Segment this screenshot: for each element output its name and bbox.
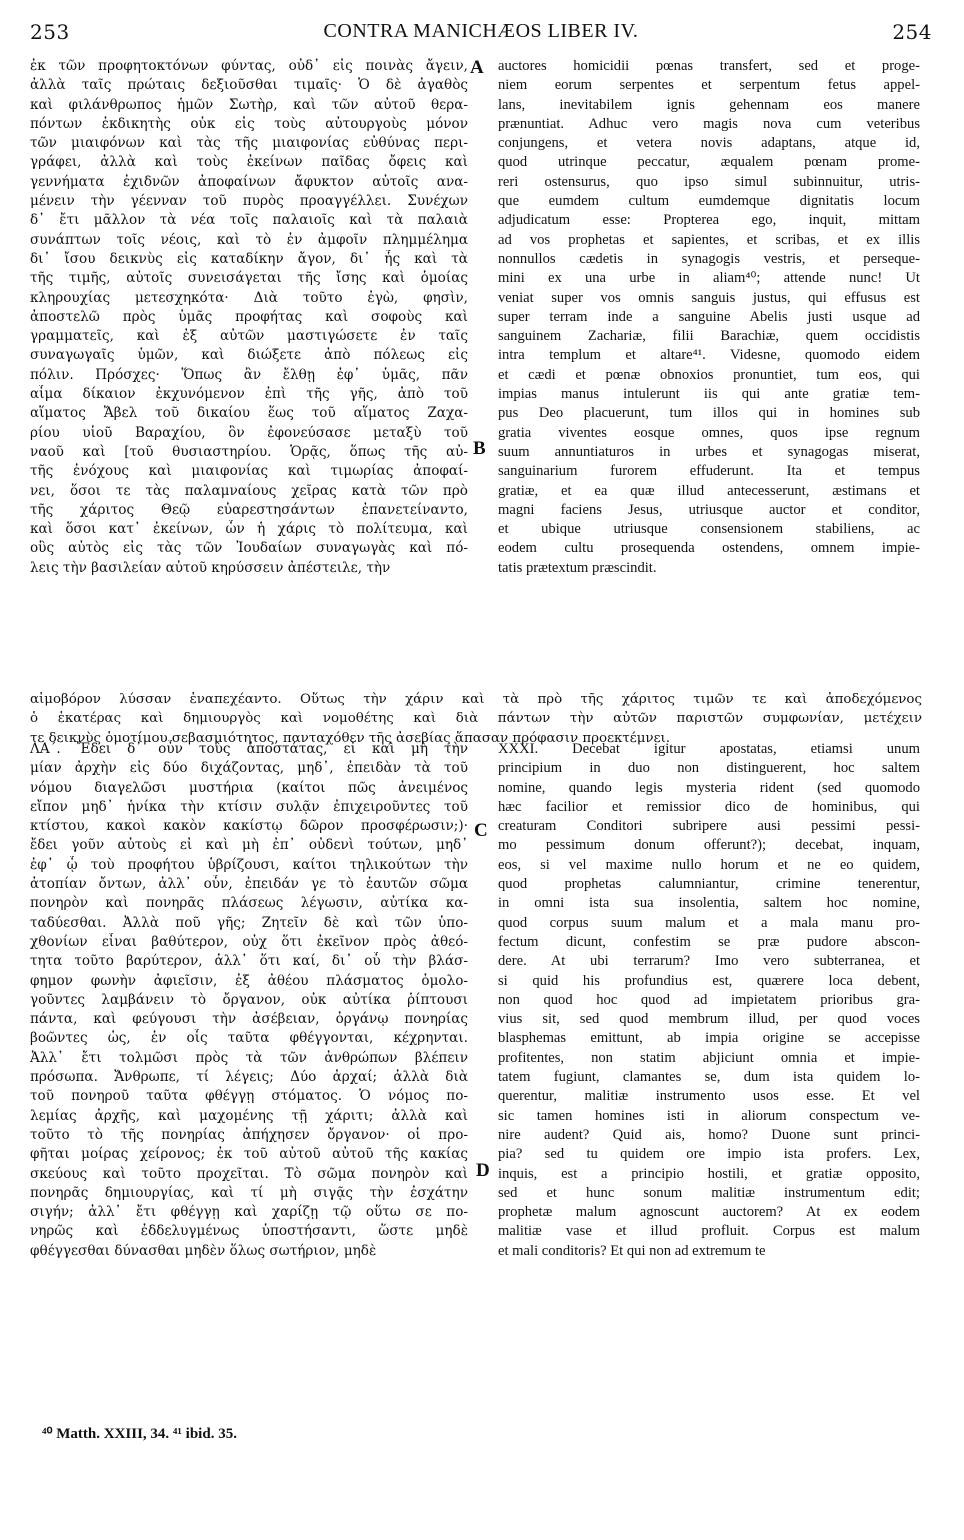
greek-text-line: καὶ φιλάνθρωπος ἡμῶν Σωτὴρ, καὶ τῶν αὐτοῦ θερα-	[30, 96, 468, 113]
latin-text-line: dere. At ubi terrarum? Imo vero subterranea, et	[498, 953, 920, 970]
greek-text-line: νει, ὅσοι τε τὰς παλαμναίους χεῖρας κατὰ τῶν πρὸ	[30, 482, 468, 499]
latin-text-line: eodem cultu prosequenda ostendens, omnem impie-	[498, 540, 920, 557]
latin-text-line: pia? sed tu quidem ore impio ista profers. Lex,	[498, 1146, 920, 1163]
latin-text-line: sed et hunc sonum malitiæ instrumentum edit;	[498, 1184, 920, 1201]
greek-text-line: ναοῦ καὶ [τοῦ θυσιαστηρίου. Ὁρᾷς, ὅπως τῆς αὐ-	[30, 443, 468, 460]
greek-text-line: αἷμα δίκαιον ἐκχυνόμενον ἐπὶ τῆς γῆς, ἀπὸ τοῦ	[30, 386, 468, 403]
latin-text-line: principium in duo non distinguerent, hoc saltem	[498, 760, 920, 777]
greek-text-line: ἐκ τῶν προφητοκτόνων φύντας, οὐδ᾽ εἰς ποινὰς ἄγειν,	[30, 58, 468, 74]
latin-text-line: sanguinarium furorem effuderunt. Ita et tempus	[498, 463, 920, 480]
latin-text-line: conjungens, et vetera novis adaptans, atque id,	[498, 135, 920, 152]
greek-text-line: ταδύεσθαι. Ἀλλὰ ποῦ γῆς; Ζητεῖν δὲ καὶ τῶν ὑπο-	[30, 914, 468, 931]
greek-text-line: δι᾽ ἴσου δεικνὺς εἰς καταδίκην ἄγον, δι᾽ ἧς καὶ τὰ	[30, 250, 468, 267]
latin-text-line: impias manus intulerunt iis qui ante gratiæ tem-	[498, 386, 920, 403]
section-marker-d: D	[476, 1160, 490, 1181]
greek-text-line: κληρουχίας μετεσχηκότα· Διὰ τοῦτο ἐγὼ, φησὶν,	[30, 289, 468, 306]
latin-text-line: ad vos prophetas et sapientes, et scribas, et ex illis	[498, 231, 920, 248]
greek-text-line: εἴπον μηδ᾽ ἡνίκα τὴν κτίσιν συλᾷν ἐπιχειροῦντες τοῦ	[30, 798, 468, 815]
latin-text-line: suum annuntiaturos in urbes et synagogas miserat,	[498, 443, 920, 460]
latin-text-line: XXXI. Decebat igitur apostatas, etiamsi unum	[498, 741, 920, 757]
greek-text-line: δ᾽ ἔτι μᾶλλον τὰ νέα τοῖς παλαιοῖς καὶ τὰ παλαιὰ	[30, 212, 468, 229]
latin-text-line: prophetæ malum agnoscunt auctorem? At ex eodem	[498, 1204, 920, 1221]
latin-text-line: gratiæ, et ea quæ illud antecesserunt, æstimans et	[498, 482, 920, 499]
latin-text-line: tatem fugiunt, clamantes se, dum ista quidem lo-	[498, 1069, 920, 1086]
latin-text-line: profitentes, non statim abjiciunt omnia et impie-	[498, 1049, 920, 1066]
latin-text-line: inquis, est a principio hostili, et gratiæ opposito,	[498, 1165, 920, 1182]
greek-text-line: καὶ ὅσοι κατ᾽ ἐκείνων, ὧν ἡ χάρις τὸ πολίτευμα, καὶ	[30, 521, 468, 538]
latin-text-line: auctores homicidii pœnas transfert, sed et proge-	[498, 58, 920, 74]
greek-text-line: φθέγγεσθαι δύνασθαι μηδὲν ὅλως σωτήριον, μηδὲ	[30, 1242, 377, 1259]
latin-text-line: et ubique utriusque consensionem stabiliens, ac	[498, 521, 920, 538]
latin-text-line: nonnullos cædetis in synagogis vestris, et perseque-	[498, 250, 920, 267]
greek-text-line: γραμματεῖς, καὶ ἐξ αὐτῶν μαστιγώσετε ἐν ταῖς	[30, 328, 468, 345]
greek-text-line: φῆται μοίρας χείρονος; ἐκ τοῦ αὐτοῦ αὐτοῦ τῆς κακίας	[30, 1146, 468, 1163]
latin-text-line: quod utrinque peccatur, æqualem pœnam prome-	[498, 154, 920, 171]
greek-text-line: κτίστου, κακοὶ κακὸν κακίστῳ δῶρον προσφέρωσιν;)·	[30, 818, 468, 835]
latin-text-line: niem eorum serpentes et serpentum fetus appel-	[498, 77, 920, 94]
page-header	[30, 20, 932, 50]
latin-text-line: malitiæ vase et illud profluit. Corpus est malum	[498, 1223, 920, 1240]
latin-text-line: hæc facilior et remissior dico de hominibus, qui	[498, 798, 920, 815]
greek-text-line: πρόσωπα. Ἄνθρωπε, τί λέγεις; Δύο ἀρχαί; ἀλλὰ διὰ	[30, 1069, 468, 1086]
latin-text-line: et cædi et pœnæ obnoxios pronuntiet, tum eos, qui	[498, 366, 920, 383]
latin-text-line: magni faciens Jesus, utriusque auctor et conditor,	[498, 501, 920, 518]
latin-text-line: gratia viventes eosque omnes, quos ipse regnum	[498, 424, 920, 441]
greek-text-line: Ἀλλ᾽ ἔτι τολμῶσι πρὸς τὰ τῶν ἀνθρώπων βλέπειν	[30, 1049, 468, 1066]
latin-text-line: quod prophetas calumniantur, crimine tenerentur,	[498, 876, 920, 893]
latin-text-line: eos, si vel maxime nullo horum et ne eo quidem,	[498, 856, 920, 873]
page-number-right: 254	[892, 20, 932, 44]
greek-column-bottom	[30, 740, 468, 1261]
latin-text-line: intra templum et altare⁴¹. Videsne, quomodo eidem	[498, 347, 920, 364]
greek-text-line: ἀλλὰ ταῖς πρώταις δεξιοῦσθαι τιμαῖς· Ὁ δὲ ἀγαθὸς	[30, 77, 468, 94]
latin-text-line: creaturam Conditori subripere ausi pessimi pessi-	[498, 818, 920, 835]
latin-text-line: veniat super vos omnis sanguis justus, qui effusus est	[498, 289, 920, 306]
greek-text-line: λεμίας ἀρχῆς, καὶ μαχομένης τῇ χάριτι; ἀλλὰ καὶ	[30, 1107, 468, 1124]
greek-text-line: ΛΑ΄. Ἔδει δ᾽ οὖν τοὺς ἀποστάτας, εἰ καὶ μὴ τὴν	[30, 741, 468, 757]
greek-text-line: λεις τὴν βασιλείαν αὐτοῦ κηρύσσειν ἀπέστειλε, τὴν	[30, 559, 391, 576]
greek-text-line: ἀποστελῶ πρὸς ὑμᾶς προφήτας καὶ σοφοὺς καὶ	[30, 308, 468, 325]
latin-text-line: sic tamen homines isti in aliorum conspectum ve-	[498, 1107, 920, 1124]
greek-text-line: πόντων ἐκδικητὴς οὐκ εἰς τοὺς αὐτουργοὺς μόνον	[30, 115, 468, 132]
greek-text-line: βοῶντες ὡς, ἐν οἷς ταῦτα φθέγγονται, κέχρηνται.	[30, 1030, 468, 1047]
greek-column-top	[30, 57, 468, 578]
greek-text-line: πονηρᾶς δημιουργίας, καὶ τί μὴ σιγᾷς τὴν ἐσχάτην	[30, 1184, 468, 1201]
latin-text-line: in omni ista sua insolentia, saltem hoc nomine,	[498, 895, 920, 912]
greek-text-line: ρίου υἱοῦ Βαραχίου, ὃν ἐφονεύσασε μεταξὺ τοῦ	[30, 424, 468, 441]
latin-text-line: querentur, malitiæ instrumento usos esse. Et vel	[498, 1088, 920, 1105]
greek-text-line: τῶν μιαιφόνων καὶ τὰς τῆς μιαιφονίας εὐθύνας περι-	[30, 135, 468, 152]
greek-text-line: τῆς ἐνόχους καὶ μιαιφονίας καὶ τιμωρίας ἀποφαί-	[30, 463, 468, 480]
greek-text-line: ἔδει γοῦν αὐτοὺς εἰ καὶ μὴ ἐπ᾽ οὐδενὶ τούτων, μηδ᾽	[30, 837, 468, 854]
greek-text-line: νηρῶς καὶ ἐδδελυγμένως ὑποστήσαντι, ὥστε μηδὲ	[30, 1223, 468, 1240]
latin-text-line: mo pessimum donum offerunt?); decebat, inquam,	[498, 837, 920, 854]
latin-text-line: lans, inevitabilem ignis gehennam eos manere	[498, 96, 920, 113]
section-marker-b: B	[473, 438, 486, 459]
latin-text-line: tatis prætextum præscindit.	[498, 559, 657, 576]
latin-text-line: et mali conditoris? Et qui non ad extremum te	[498, 1242, 766, 1259]
latin-text-line: super terram inde a sanguine Abelis justi usque ad	[498, 308, 920, 325]
greek-text-line: μίαν ἀρχὴν εἰς δύο διχάζοντας, μηδ᾽, ἐπειδὰν τὰ τοῦ	[30, 760, 468, 777]
greek-text-line: γράφει, ἀλλὰ καὶ τοὺς ἐκείνων παῖδας ὄφεις καὶ	[30, 154, 468, 171]
footnote: ⁴⁰ Matth. XXIII, 34. ⁴¹ ibid. 35.	[42, 1426, 237, 1442]
latin-text-line: non quod hoc quod ad impietatem prioribus gra-	[498, 991, 920, 1008]
latin-text-line: blasphemas emittunt, ab impia origine se accepisse	[498, 1030, 920, 1047]
greek-text-line: γοῦντες λαμβάνειν τὸ ὄργανον, οὐκ αὐτίκα ῥίπτουσι	[30, 991, 468, 1008]
latin-column-bottom	[498, 740, 920, 1261]
greek-text-line: πάντα, καὶ φεύγουσι τὴν ἀσέβειαν, ὀργάνῳ πονηρίας	[30, 1011, 468, 1028]
greek-text-line: πόλιν. Πρόσχες· Ὅπως ἂν ἔλθῃ ἐφ᾽ ὑμᾶς, πᾶν	[30, 366, 468, 383]
latin-text-line: mini ex una urbe in aliam⁴⁰; attende nunc! Ut	[498, 270, 920, 287]
greek-text-line: πονηρὸν καὶ πονηρᾶς πλάσεως λέγωσιν, αὐτίκα κα-	[30, 895, 468, 912]
greek-text-line: οὓς αὐτὸς εἰς τὰς τῶν Ἰουδαίων συναγωγὰς καὶ πό-	[30, 540, 468, 557]
latin-text-line: vius sit, sed quod membrum illud, per quod voces	[498, 1011, 920, 1028]
section-marker-a: A	[470, 57, 484, 78]
greek-text-line: ἀτοπίαν ὄντων, ἀλλ᾽ οὖν, ἐπειδάν γε τὸ ἑαυτῶν σῶμα	[30, 876, 468, 893]
greek-text-line: συνάπτων τοῖς νέοις, καὶ τὸ ἐν ἀμφοῖν πλημμέλημα	[30, 231, 468, 248]
latin-column-top	[498, 57, 920, 578]
greek-text-line: νόμου διαγελῶσι μυστήρια (καίτοι πῶς ἀνειμένος	[30, 779, 468, 796]
section-marker-c: C	[474, 820, 488, 841]
greek-text-line: αἵματος Ἄβελ τοῦ δικαίου ἕως τοῦ αἵματος Ζαχα-	[30, 405, 468, 422]
latin-text-line: nire audent? Quid ais, homo? Duone sunt princi-	[498, 1126, 920, 1143]
page-number-left: 253	[30, 20, 70, 44]
greek-text-line: ὁ ἑκατέρας καὶ δημιουργὸς καὶ νομοθέτης καὶ διὰ πάντων τὴν αὐτῶν παριστῶν συμφωνίαν, μετέχειν	[30, 711, 922, 727]
latin-text-line: nomine, quando legis mysteria rident (sed quomodo	[498, 779, 920, 796]
greek-text-line: ἐφ᾽ ᾧ τοὺ προφήτου ὑβρίζουσι, καίτοι τηλικούτων τὴν	[30, 856, 468, 873]
greek-text-line: γεννήματα ἐχιδνῶν ἀποφαίνων ἄφυκτον αὐτοῖς ανα-	[30, 173, 468, 190]
latin-text-line: adjudicatum esse: Propterea ego, inquit, mittam	[498, 212, 920, 229]
latin-text-line: fectum dicunt, confestim se præ pudore abscon-	[498, 933, 920, 950]
greek-text-line: τοῦ πονηροῦ ταῦτα φθέγγῃ στόματος. Ὁ νόμος πο-	[30, 1088, 468, 1105]
latin-text-line: sanguinem Zachariæ, filii Barachiæ, quem occidistis	[498, 328, 920, 345]
latin-text-line: quod corpus suum malum et a mala manu pro-	[498, 914, 920, 931]
greek-text-line: μένειν τὴν γέενναν τοῦ πυρὸς προαγγέλλει. Συνέχων	[30, 193, 468, 210]
latin-text-line: prænuntiat. Adhuc vero magis nova cum veteribus	[498, 115, 920, 132]
greek-text-line: τῆς χάριτος Θεῷ εὐαρεστησάντων ἐπανετείναντο,	[30, 501, 468, 518]
greek-text-line: συναγωγαῖς ὑμῶν, καὶ διώξετε ἀπὸ πόλεως εἰς	[30, 347, 468, 364]
greek-text-line: σκεύους καὶ τοῦτο προχεῖται. Τὸ σῶμα πονηρὸν καὶ	[30, 1165, 468, 1182]
running-title: CONTRA MANICHÆOS LIBER IV.	[323, 20, 639, 42]
latin-text-line: si quid his profundius est, quærere loca debent,	[498, 972, 920, 989]
latin-text-line: que eumdem cultum eumdemque dignitatis locum	[498, 193, 920, 210]
greek-text-line: τε δεικνὺς ὁμοτίμου σεβασμιότητος, πανταχόθεν τῆς ἀσεβίας ἅπασαν πρόφασιν προεκτέμνει.	[30, 730, 671, 746]
greek-text-line: αἱμοβόρον λύσσαν ἐναπεχέαντο. Οὕτως τὴν χάριν καὶ τὰ πρὸ τῆς χάριτος τιμῶν τε καὶ ἀποδεχόμενος	[30, 692, 922, 707]
greek-text-line: φημον φωνὴν ἀφιεῖσιν, ἐξ ἀθέου πλάσματος ὁμολο-	[30, 972, 468, 989]
greek-text-line: χθονίων εἶναι βαθύτερον, οὐχ ὅτι ἐκεῖνον πρὸς ἀθεό-	[30, 933, 468, 950]
latin-text-line: reri ostensurus, quo ipso simul subinnuitur, utris-	[498, 173, 920, 190]
greek-text-line: τητα τοῦτο βαρύτερον, ἀλλ᾽ ὅτι καί, δι᾽ οὗ τὴν βλάσ-	[30, 953, 468, 970]
latin-text-line: pus Deo placuerunt, tum illos qui in homines sub	[498, 405, 920, 422]
greek-text-line: τοῦτο τὸ τῆς πονηρίας ἀπήχησεν ὄργανον· οἱ προ-	[30, 1126, 468, 1143]
greek-text-line: τῆς τιμῆς, αὐτοῖς συνεισάγεται τῆς ἴσης καὶ ὁμοίας	[30, 270, 468, 287]
greek-text-line: σιγήν; ἀλλ᾽ ἔτι φθέγγῃ καὶ χαρίζῃ τῷ οὕτω σε πο-	[30, 1204, 468, 1221]
